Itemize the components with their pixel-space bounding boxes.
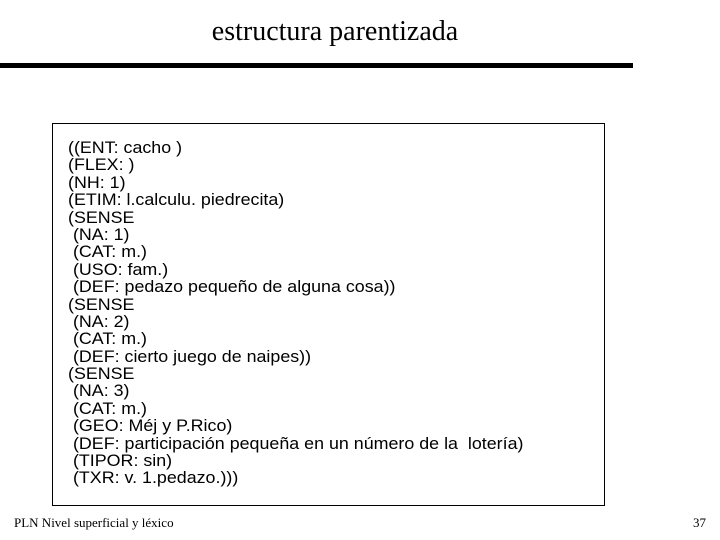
entry-line: (GEO: Méj y P.Rico): [68, 416, 233, 436]
entry-line: (DEF: pedazo pequeño de alguna cosa)): [68, 277, 396, 297]
entry-line: (CAT: m.): [68, 329, 147, 349]
entry-line: (TXR: v. 1.pedazo.))): [68, 468, 239, 488]
entry-line: (CAT: m.): [68, 242, 147, 262]
entry-line: (SENSE: [68, 364, 135, 384]
entry-line: (FLEX: ): [68, 155, 135, 175]
entry-line: (SENSE: [68, 207, 135, 227]
slide-title: estructura parentizada: [211, 16, 459, 47]
entry-line: (USO: fam.): [68, 259, 169, 279]
entry-line: (ETIM: l.calculu. piedrecita): [68, 190, 285, 210]
entry-line: (NA: 3): [68, 381, 130, 401]
entry-line: (NA: 2): [68, 311, 130, 331]
entry-line: (DEF: participación pequeña en un número de la lotería): [68, 433, 524, 453]
dictionary-entry-lines: [68, 139, 523, 487]
entry-line: (TIPOR: sin): [68, 451, 173, 471]
footer-course-label: PLN Nivel superficial y léxico: [14, 515, 174, 530]
entry-line: (DEF: cierto juego de naipes)): [68, 346, 312, 366]
entry-line: (SENSE: [68, 294, 135, 314]
entry-line: ((ENT: cacho ): [68, 138, 183, 157]
title-underline: [0, 63, 633, 68]
entry-line: (NA: 1): [68, 224, 130, 244]
entry-line: (NH: 1): [68, 172, 126, 192]
page-number: 37: [693, 515, 706, 530]
entry-line: (CAT: m.): [68, 398, 147, 418]
